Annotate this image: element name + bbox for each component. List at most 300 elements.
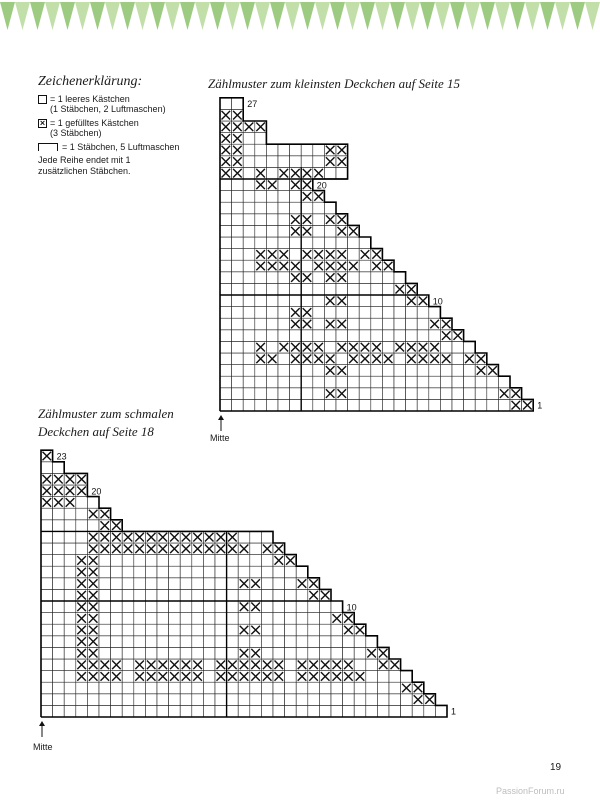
grid-cell	[111, 589, 123, 601]
grid-cell	[169, 601, 181, 613]
grid-cell	[273, 578, 285, 590]
grid-cell	[87, 682, 99, 694]
grid-cell	[122, 624, 134, 636]
grid-cell	[296, 682, 308, 694]
grid-cell	[76, 682, 88, 694]
grid-cell	[145, 578, 157, 590]
grid-cell	[99, 636, 111, 648]
grid-cell	[99, 624, 111, 636]
row-label: 20	[316, 180, 327, 191]
grid-cell	[250, 682, 262, 694]
grid-cell	[53, 624, 65, 636]
grid-cell	[261, 566, 273, 578]
grid-cell	[41, 589, 53, 601]
grid-cell	[319, 601, 331, 613]
row-label: 10	[346, 602, 357, 613]
grid-cell	[41, 601, 53, 613]
grid-cell	[145, 589, 157, 601]
grid-cell	[180, 694, 192, 706]
grid-cell	[401, 671, 413, 683]
grid-cell	[238, 636, 250, 648]
grid-cell	[192, 624, 204, 636]
grid-cell	[53, 705, 65, 717]
grid-cell	[99, 613, 111, 625]
grid-cell	[122, 578, 134, 590]
grid-cell	[261, 682, 273, 694]
grid-cell	[273, 624, 285, 636]
grid-cell	[319, 613, 331, 625]
grid-cell	[192, 601, 204, 613]
grid-cell	[41, 694, 53, 706]
grid-cell	[377, 682, 389, 694]
grid-cell	[354, 659, 366, 671]
grid-cell	[308, 636, 320, 648]
grid-cell	[319, 694, 331, 706]
grid-cell	[389, 671, 401, 683]
grid-cell	[331, 624, 343, 636]
legend-note: Jede Reihe endet mit 1 zusätzlichen Stäbchen.	[38, 155, 131, 176]
grid-cell	[308, 647, 320, 659]
grid-cell	[122, 566, 134, 578]
grid-cell	[145, 682, 157, 694]
grid-cell	[366, 671, 378, 683]
grid-cell	[64, 694, 76, 706]
row-label: 1	[451, 706, 457, 717]
chart1-center-label: Mitte	[210, 433, 230, 443]
grid-cell	[99, 682, 111, 694]
grid-cell	[157, 624, 169, 636]
grid-cell	[215, 694, 227, 706]
grid-cell	[99, 705, 111, 717]
grid-cell	[343, 682, 355, 694]
grid-cell	[296, 694, 308, 706]
grid-cell	[76, 694, 88, 706]
grid-cell	[250, 543, 262, 555]
grid-cell	[134, 555, 146, 567]
grid-cell	[261, 601, 273, 613]
grid-cell	[134, 566, 146, 578]
grid-cell	[366, 705, 378, 717]
grid-cell	[238, 694, 250, 706]
grid-cell	[157, 601, 169, 613]
legend-title: Zeichenerklärung:	[38, 74, 143, 89]
grid-cell	[122, 659, 134, 671]
grid-cell	[76, 531, 88, 543]
grid-cell	[250, 531, 262, 543]
grid-cell	[41, 531, 53, 543]
grid-cell	[41, 636, 53, 648]
grid-cell	[76, 508, 88, 520]
grid-cell	[157, 555, 169, 567]
grid-cell	[238, 705, 250, 717]
grid-cell	[53, 682, 65, 694]
grid-cell	[331, 647, 343, 659]
grid-cell	[261, 636, 273, 648]
grid-cell	[215, 589, 227, 601]
grid-cell	[64, 543, 76, 555]
grid-cell	[331, 601, 343, 613]
grid-cell	[389, 705, 401, 717]
grid-cell	[111, 566, 123, 578]
grid-cell	[285, 624, 297, 636]
grid-cell	[273, 647, 285, 659]
grid-cell	[134, 682, 146, 694]
grid-cell	[122, 555, 134, 567]
grid-cell	[64, 566, 76, 578]
grid-cell	[331, 705, 343, 717]
grid-cell	[64, 613, 76, 625]
grid-cell	[122, 694, 134, 706]
grid-cell	[285, 671, 297, 683]
grid-cell	[285, 694, 297, 706]
grid-cell	[261, 624, 273, 636]
grid-cell	[157, 647, 169, 659]
grid-cell	[203, 694, 215, 706]
grid-cell	[261, 589, 273, 601]
grid-cell	[76, 705, 88, 717]
grid-cell	[319, 682, 331, 694]
grid-cell	[41, 578, 53, 590]
grid-cell	[192, 555, 204, 567]
grid-cell	[203, 659, 215, 671]
grid-cell	[238, 531, 250, 543]
grid-cell	[192, 705, 204, 717]
grid-cell	[53, 555, 65, 567]
grid-cell	[238, 682, 250, 694]
grid-cell	[285, 566, 297, 578]
grid-cell	[145, 613, 157, 625]
grid-cell	[308, 601, 320, 613]
chart1-title: Zählmuster zum kleinsten Deckchen auf Seite 15	[208, 76, 460, 91]
grid-cell	[111, 624, 123, 636]
center-arrow-head	[39, 721, 45, 726]
grid-cell	[134, 636, 146, 648]
grid-cell	[227, 555, 239, 567]
grid-cell	[64, 647, 76, 659]
grid-cell	[41, 671, 53, 683]
grid-cell	[285, 647, 297, 659]
grid-cell	[157, 636, 169, 648]
grid-cell	[215, 624, 227, 636]
grid-cell	[76, 497, 88, 509]
grid-cell	[134, 578, 146, 590]
grid-cell	[377, 694, 389, 706]
grid-cell	[308, 613, 320, 625]
grid-cell	[180, 647, 192, 659]
grid-cell	[354, 636, 366, 648]
grid-cell	[377, 671, 389, 683]
grid-cell	[343, 694, 355, 706]
grid-cell	[192, 636, 204, 648]
grid-cell	[261, 555, 273, 567]
grid-cell	[261, 705, 273, 717]
grid-cell	[145, 601, 157, 613]
grid-cell	[64, 508, 76, 520]
grid-cell	[354, 694, 366, 706]
grid-cell	[87, 497, 99, 509]
grid-cell	[319, 647, 331, 659]
grid-cell	[308, 624, 320, 636]
grid-cell	[215, 613, 227, 625]
grid-cell	[285, 613, 297, 625]
grid-cell	[308, 705, 320, 717]
grid-cell	[273, 682, 285, 694]
grid-cell	[227, 566, 239, 578]
grid-cell	[285, 589, 297, 601]
grid-cell	[285, 682, 297, 694]
grid-cell	[227, 613, 239, 625]
grid-cell	[227, 682, 239, 694]
grid-cell	[53, 578, 65, 590]
grid-cell	[111, 636, 123, 648]
grid-cell	[111, 647, 123, 659]
grid-cell	[180, 589, 192, 601]
grid-cell	[87, 520, 99, 532]
grid-cell	[122, 636, 134, 648]
grid-cell	[215, 566, 227, 578]
grid-cell	[227, 694, 239, 706]
grid-cell	[64, 624, 76, 636]
chart2-center-label: Mitte	[33, 742, 53, 752]
grid-cell	[64, 589, 76, 601]
grid-cell	[53, 613, 65, 625]
grid-cell	[192, 613, 204, 625]
grid-cell	[331, 682, 343, 694]
grid-cell	[296, 624, 308, 636]
grid-cell	[215, 601, 227, 613]
grid-cell	[169, 555, 181, 567]
grid-cell	[215, 555, 227, 567]
grid-cell	[64, 531, 76, 543]
grid-cell	[180, 555, 192, 567]
grid-cell	[76, 543, 88, 555]
grid-cell	[203, 647, 215, 659]
grid-cell	[134, 705, 146, 717]
grid-cell	[319, 705, 331, 717]
grid-cell	[285, 601, 297, 613]
grid-cell	[53, 531, 65, 543]
grid-cell	[180, 682, 192, 694]
grid-cell	[203, 671, 215, 683]
grid-cell	[41, 508, 53, 520]
grid-cell	[111, 694, 123, 706]
grid-cell	[250, 705, 262, 717]
grid-cell	[64, 520, 76, 532]
grid-cell	[192, 566, 204, 578]
grid-cell	[227, 705, 239, 717]
grid-cell	[145, 647, 157, 659]
grid-cell	[99, 694, 111, 706]
row-label: 10	[432, 296, 443, 307]
grid-cell	[250, 613, 262, 625]
grid-cell	[227, 647, 239, 659]
grid-cell	[180, 624, 192, 636]
grid-cell	[343, 705, 355, 717]
grid-cell	[203, 555, 215, 567]
grid-cell	[203, 682, 215, 694]
grid-cell	[261, 613, 273, 625]
grid-cell	[134, 613, 146, 625]
grid-cell	[435, 705, 447, 717]
grid-cell	[238, 555, 250, 567]
grid-cell	[157, 566, 169, 578]
grid-cell	[192, 647, 204, 659]
grid-cell	[53, 659, 65, 671]
row-label: 1	[537, 400, 543, 411]
grid-cell	[215, 578, 227, 590]
grid-cell	[354, 705, 366, 717]
grid-cell	[64, 601, 76, 613]
grid-cell	[169, 682, 181, 694]
grid-cell	[134, 589, 146, 601]
row-label: 27	[247, 99, 258, 110]
grid-cell	[203, 578, 215, 590]
grid-cell	[145, 705, 157, 717]
grid-cell	[261, 578, 273, 590]
grid-cell	[53, 543, 65, 555]
grid-cell	[157, 694, 169, 706]
grid-cell	[157, 589, 169, 601]
grid-cell	[169, 566, 181, 578]
grid-cell	[145, 555, 157, 567]
grid-cell	[250, 555, 262, 567]
grid-cell	[319, 636, 331, 648]
chart2-title-line2: Deckchen auf Seite 18	[38, 424, 154, 439]
row-label: 23	[56, 451, 67, 462]
page-number: 19	[550, 762, 562, 773]
grid-cell	[192, 682, 204, 694]
grid-cell	[203, 566, 215, 578]
grid-cell	[64, 555, 76, 567]
grid-cell	[296, 613, 308, 625]
grid-cell	[401, 694, 413, 706]
grid-cell	[111, 682, 123, 694]
grid-cell	[122, 589, 134, 601]
grid-cell	[53, 647, 65, 659]
grid-cell	[157, 705, 169, 717]
grid-cell	[111, 555, 123, 567]
grid-cell	[215, 647, 227, 659]
grid-cell	[99, 566, 111, 578]
grid-cell	[238, 566, 250, 578]
grid-cell	[41, 659, 53, 671]
grid-cell	[238, 589, 250, 601]
grid-cell	[285, 705, 297, 717]
grid-cell	[227, 636, 239, 648]
grid-cell	[87, 694, 99, 706]
grid-cell	[273, 566, 285, 578]
grid-cell	[296, 647, 308, 659]
grid-cell	[64, 671, 76, 683]
grid-cell	[273, 705, 285, 717]
row-label: 20	[91, 486, 102, 497]
grid-cell	[145, 636, 157, 648]
grid-cell	[180, 613, 192, 625]
grid-cell	[111, 613, 123, 625]
grid-cell	[157, 682, 169, 694]
grid-cell	[180, 601, 192, 613]
grid-cell	[343, 636, 355, 648]
grid-cell	[273, 694, 285, 706]
grid-cell	[296, 601, 308, 613]
grid-cell	[99, 601, 111, 613]
grid-cell	[215, 636, 227, 648]
grid-cell	[261, 531, 273, 543]
grid-cell	[273, 613, 285, 625]
grid-cell	[180, 566, 192, 578]
grid-cell	[41, 647, 53, 659]
grid-cell	[111, 601, 123, 613]
grid-cell	[389, 694, 401, 706]
grid-cell	[319, 624, 331, 636]
grid-cell	[215, 705, 227, 717]
grid-cell	[308, 682, 320, 694]
grid-cell	[157, 578, 169, 590]
grid-cell	[227, 589, 239, 601]
grid-cell	[285, 659, 297, 671]
grid-cell	[76, 520, 88, 532]
grid-cell	[285, 636, 297, 648]
grid-cell	[41, 682, 53, 694]
grid-cell	[41, 566, 53, 578]
grid-cell	[203, 624, 215, 636]
grid-cell	[53, 508, 65, 520]
grid-cell	[53, 601, 65, 613]
grid-cell	[366, 636, 378, 648]
grid-cell	[64, 578, 76, 590]
grid-cell	[64, 682, 76, 694]
grid-cell	[354, 647, 366, 659]
grid-cell	[203, 705, 215, 717]
grid-cell	[111, 578, 123, 590]
grid-cell	[343, 647, 355, 659]
grid-cell	[203, 589, 215, 601]
grid-cell	[53, 520, 65, 532]
grid-cell	[250, 694, 262, 706]
grid-cell	[99, 589, 111, 601]
grid-cell	[192, 694, 204, 706]
grid-cell	[145, 624, 157, 636]
grid-cell	[227, 578, 239, 590]
grid-cell	[169, 613, 181, 625]
grid-cell	[192, 578, 204, 590]
grid-cell	[238, 613, 250, 625]
grid-cell	[169, 578, 181, 590]
grid-cell	[122, 613, 134, 625]
grid-cell	[53, 636, 65, 648]
grid-cell	[134, 694, 146, 706]
grid-cell	[64, 659, 76, 671]
grid-cell	[273, 636, 285, 648]
grid-cell	[250, 636, 262, 648]
watermark: PassionForum.ru	[496, 786, 565, 796]
grid-cell	[296, 589, 308, 601]
grid-cell	[180, 636, 192, 648]
grid-cell	[157, 613, 169, 625]
grid-cell	[401, 705, 413, 717]
grid-cell	[227, 601, 239, 613]
grid-cell	[99, 555, 111, 567]
chart2-title-line1: Zählmuster zum schmalen	[38, 406, 174, 421]
grid-cell	[389, 682, 401, 694]
grid-cell	[41, 624, 53, 636]
grid-cell	[53, 589, 65, 601]
grid-cell	[331, 636, 343, 648]
grid-cell	[169, 624, 181, 636]
grid-cell	[64, 636, 76, 648]
grid-cell	[296, 705, 308, 717]
filled-box-icon: ×	[39, 118, 46, 128]
